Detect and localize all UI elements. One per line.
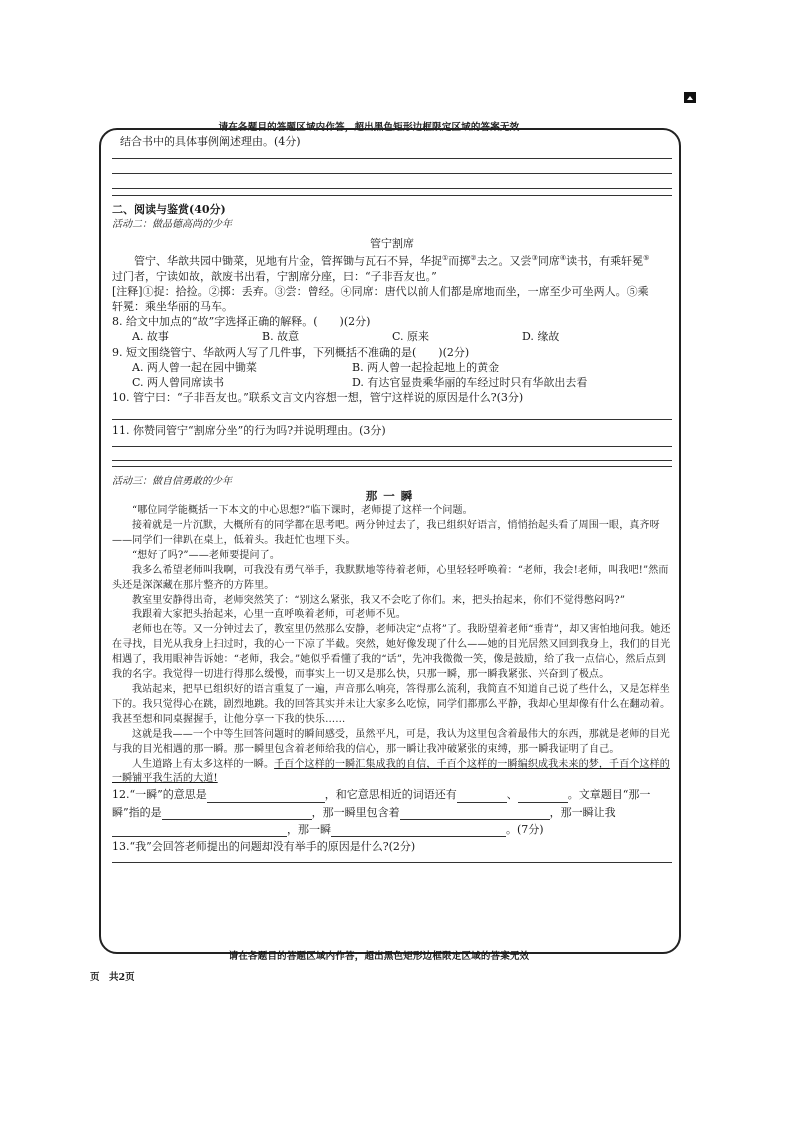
story-paragraph: 教室里安静得出奇，老师突然笑了：“别这么紧张，我又不会吃了你们。来，把头抬起来，你们不觉得憋闷吗?” bbox=[132, 594, 626, 606]
question-12-line-3: ，那一瞬 。(7分) bbox=[112, 822, 672, 837]
story-paragraph: 这就是我——一个中等生回答问题时的瞬间感受，虽然平凡，可是，我认为这里包含着最伟大的东西，那就是老师的目光与我的目光相遇的那一瞬。那一瞬里包含着老师给我的信心，那一瞬让我冲破紧张的束缚，那一瞬我证明了自己。 bbox=[112, 728, 670, 755]
passage-line-1: 管宁、华歆共园中锄菜，见地有片金，管挥锄与瓦石不异，华捉①而掷②去之。又尝③同席④读书，有乘轩冕⑤ bbox=[134, 253, 650, 268]
passage-title: 管宁割席 bbox=[370, 236, 414, 250]
annotation-line-2: 轩冕：乘坐华丽的马车。 bbox=[112, 300, 233, 314]
fill-blank[interactable] bbox=[400, 808, 550, 820]
story-paragraph: “想好了吗?”——老师要提问了。 bbox=[132, 549, 280, 561]
story-paragraph: 我多么希望老师叫我啊，可我没有勇气举手，我默默地等待着老师，心里轻轻呼唤着：“老师，我会!老师，叫我吧!”然而头还是深深藏在那片整齐的方阵里。 bbox=[112, 564, 669, 591]
footer-notice: 请在各题目的答题区域内作答，超出黑色矩形边框限定区域的答案无效 bbox=[228, 951, 530, 962]
option-b[interactable]: B. 故意 bbox=[262, 330, 300, 344]
question-11: 11. 你赞同管宁“割席分坐”的行为吗?并说明理由。(3分) bbox=[112, 423, 386, 437]
bookmark-icon bbox=[684, 92, 696, 103]
fill-blank[interactable] bbox=[207, 791, 325, 803]
question-12-line-2: 瞬”指的是 ，那一瞬里包含着 ，那一瞬让我 bbox=[112, 805, 616, 819]
section-divider bbox=[112, 466, 672, 467]
fill-blank[interactable] bbox=[112, 825, 287, 837]
answer-line[interactable] bbox=[112, 158, 672, 159]
option-a[interactable]: A. 两人曾一起在园中锄菜 bbox=[132, 360, 257, 374]
option-d[interactable]: D. 有达官显贵乘华丽的车经过时只有华歆出去看 bbox=[352, 376, 588, 390]
fill-blank[interactable] bbox=[331, 825, 506, 837]
option-c[interactable]: C. 原来 bbox=[392, 330, 430, 344]
story-last-paragraph: 人生道路上有太多这样的一瞬。千百个这样的一瞬汇集成我的自信，千百个这样的一瞬编织成我未来的梦，千百个这样的一瞬铺平我生活的大道! bbox=[112, 758, 670, 785]
option-b[interactable]: B. 两人曾一起捡起地上的黄金 bbox=[352, 360, 500, 374]
page-count: 页 共2页 bbox=[90, 972, 135, 983]
fill-blank[interactable] bbox=[518, 791, 568, 803]
story-paragraph: “哪位同学能概括一下本文的中心思想?”临下课时，老师提了这样一个问题。 bbox=[132, 505, 473, 517]
question-10: 10. 管宁曰：“子非吾友也。”联系文言文内容想一想，管宁这样说的原因是什么?(3分) bbox=[112, 391, 524, 405]
story-title: 那一瞬 bbox=[365, 488, 419, 503]
option-d[interactable]: D. 缘故 bbox=[522, 330, 560, 344]
activity3-title: 活动三：做自信勇敢的少年 bbox=[112, 475, 232, 487]
story-paragraph: 我站起来，把早已组织好的语言重复了一遍，声音那么响亮，答得那么流利，我简直不知道自己说了些什么，又是怎样坐下的。我只觉得心在跳，剧烈地跳。我的回答其实并未让大家多么吃惊，同学们都那么平静，我却心里却像有什么在翻动着。我甚至想和同桌握握手，让他分享一下我的快乐…… bbox=[112, 683, 671, 725]
story-paragraph: 我跟着大家把头抬起来，心里一直呼唤着老师，可老师不见。 bbox=[132, 609, 407, 621]
section-divider bbox=[112, 195, 672, 196]
fill-blank[interactable] bbox=[457, 791, 507, 803]
answer-line[interactable] bbox=[112, 419, 672, 420]
story-paragraph: 接着就是一片沉默，大概所有的同学都在思考吧。两分钟过去了，我已组织好语言，悄悄抬起头看了周围一眼，真齐呀——同学们一律趴在桌上，低着头。我赶忙也埋下头。 bbox=[112, 520, 660, 546]
option-a[interactable]: A. 故事 bbox=[132, 330, 169, 344]
question-13: 13.“我”会回答老师提出的问题却没有举手的原因是什么?(2分) bbox=[112, 839, 416, 853]
answer-line[interactable] bbox=[112, 188, 672, 189]
answer-line[interactable] bbox=[112, 446, 672, 447]
fill-blank[interactable] bbox=[162, 808, 312, 820]
answer-line[interactable] bbox=[112, 862, 672, 863]
question-12-line-1: 12.“一瞬”的意思是 ，和它意思相近的词语还有 、 。文章题目“那一 bbox=[112, 788, 651, 802]
header-notice: 请在各题目的答题区域内作答，超出黑色矩形边框限定区域的答案无效 bbox=[218, 122, 520, 133]
question-9-options-row2 bbox=[112, 375, 672, 390]
annotation-line-1: [注释]①捉：拾捡。②掷：丢弃。③尝：曾经。④同席：唐代以前人们都是席地而坐，一席至少可坐两人。⑤乘 bbox=[112, 284, 649, 298]
section2-title: 二、阅读与鉴赏(40分) bbox=[112, 203, 226, 217]
story-paragraph: 老师也在等。又一分钟过去了，教室里仍然那么安静，老师决定“点将”了。我盼望着老师“垂青”，却又害怕地问我。她还在寻找，目光从我身上扫过时，我的心一下凉了半截。突然，她好像发现了什么——她的目光居然又回到我身上，我们的目光相遇了，我用眼神告诉她：“老师，我会。”她似乎看懂了我的“话”，先冲我微微一笑，像是鼓励，给了我一点信心，然后点到我的名字。我觉得一切进行得那么缓慢，而事实上一切又是那么快，只那一瞬，那一瞬我紧张、兴奋到了极点。 bbox=[112, 624, 671, 681]
activity2-title: 活动二：做品德高尚的少年 bbox=[112, 219, 232, 231]
question-9-options-row1 bbox=[112, 360, 672, 375]
question-8: 8. 给文中加点的“故”字选择正确的解释。( )(2分) bbox=[112, 315, 371, 329]
question-8-options bbox=[112, 329, 672, 344]
answer-content bbox=[112, 132, 672, 863]
question-9: 9. 短文围绕管宁、华歆两人写了几件事，下列概括不准确的是( )(2分) bbox=[112, 345, 470, 359]
previous-question: 结合书中的具体事例阐述理由。(4分) bbox=[120, 135, 301, 148]
passage-line-2: 过门者，宁读如故，歆废书出看，宁割席分座，曰：“子非吾友也。” bbox=[112, 269, 437, 283]
answer-line[interactable] bbox=[112, 460, 672, 461]
answer-line[interactable] bbox=[112, 173, 672, 174]
option-c[interactable]: C. 两人曾同席读书 bbox=[132, 376, 225, 390]
